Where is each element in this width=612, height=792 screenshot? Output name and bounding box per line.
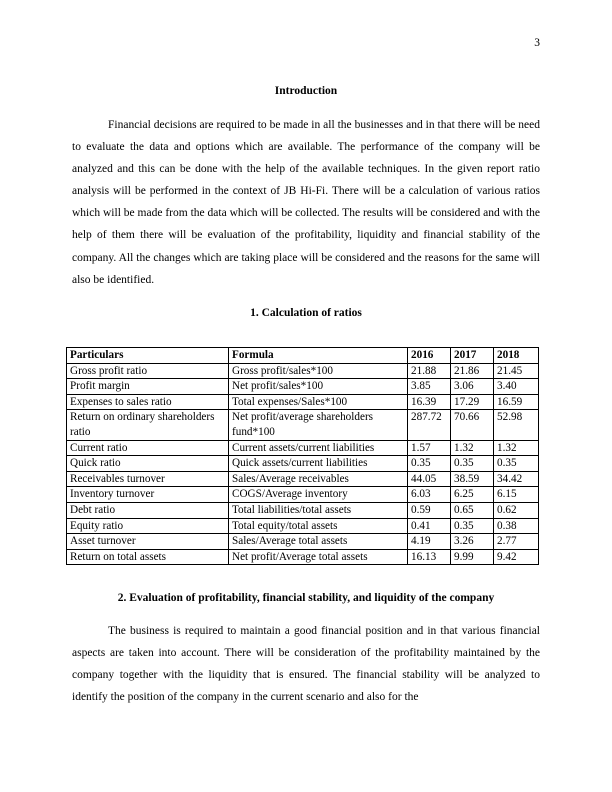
cell-2017: 0.35: [451, 518, 494, 534]
cell-2018: 3.40: [494, 379, 539, 395]
cell-2016: 1.57: [408, 440, 451, 456]
cell-2018: 34.42: [494, 471, 539, 487]
introduction-paragraph: Financial decisions are required to be made in all the businesses and in that there will be need to evaluate the data and options which are available. The performance of the company will be analyzed and this can be done with the help of the available techniques. In the given report ratio analysis will be performed in the context of JB Hi-Fi. There will be a calculation of various ratios which will be made from the data which will be collected. The results will be considered and with the help of them there will be evaluation of the profitability, liquidity and financial stability of the company. All the changes which are taking place will be considered and the reasons for the same will also be identified.: [72, 119, 540, 286]
cell-2017: 38.59: [451, 471, 494, 487]
cell-particulars: Inventory turnover: [67, 487, 229, 503]
cell-formula: Current assets/current liabilities: [229, 440, 408, 456]
cell-2016: 3.85: [408, 379, 451, 395]
cell-formula: Quick assets/current liabilities: [229, 456, 408, 472]
cell-2017: 0.65: [451, 502, 494, 518]
cell-2017: 17.29: [451, 394, 494, 410]
introduction-heading: Introduction: [274, 85, 338, 97]
table-row: [67, 471, 539, 487]
cell-particulars: Return on total assets: [67, 549, 229, 565]
cell-2018: 2.77: [494, 534, 539, 550]
page-number: 3: [534, 37, 540, 49]
table-row: [67, 534, 539, 550]
cell-particulars: Profit margin: [67, 379, 229, 395]
cell-formula: Total expenses/Sales*100: [229, 394, 408, 410]
cell-formula: Net profit/sales*100: [229, 379, 408, 395]
table-row: [67, 456, 539, 472]
cell-particulars: Asset turnover: [67, 534, 229, 550]
cell-formula: Sales/Average receivables: [229, 471, 408, 487]
cell-2017: 9.99: [451, 549, 494, 565]
table-row: [67, 363, 539, 379]
cell-2018: 16.59: [494, 394, 539, 410]
cell-particulars: Gross profit ratio: [67, 363, 229, 379]
header-2017: 2017: [451, 348, 494, 364]
cell-2017: 3.06: [451, 379, 494, 395]
cell-2016: 44.05: [408, 471, 451, 487]
cell-2018: 0.62: [494, 502, 539, 518]
header-formula: Formula: [229, 348, 408, 364]
cell-particulars: Debt ratio: [67, 502, 229, 518]
cell-particulars: Receivables turnover: [67, 471, 229, 487]
cell-2016: 4.19: [408, 534, 451, 550]
section1-heading: 1. Calculation of ratios: [250, 307, 362, 319]
table-row: [67, 549, 539, 565]
cell-2018: 0.35: [494, 456, 539, 472]
table-row: [67, 379, 539, 395]
cell-2017: 1.32: [451, 440, 494, 456]
header-particulars: Particulars: [67, 348, 229, 364]
cell-2017: 0.35: [451, 456, 494, 472]
cell-2018: 52.98: [494, 410, 539, 440]
table-row: [67, 502, 539, 518]
cell-particulars: Return on ordinary shareholders ratio: [67, 410, 229, 440]
cell-particulars: Current ratio: [67, 440, 229, 456]
cell-particulars: Expenses to sales ratio: [67, 394, 229, 410]
cell-particulars: Quick ratio: [67, 456, 229, 472]
table-row: [67, 518, 539, 534]
cell-2016: 0.35: [408, 456, 451, 472]
cell-2018: 9.42: [494, 549, 539, 565]
table-header-row: [67, 348, 539, 364]
header-2018: 2018: [494, 348, 539, 364]
cell-2016: 6.03: [408, 487, 451, 503]
cell-2016: 16.13: [408, 549, 451, 565]
cell-2017: 6.25: [451, 487, 494, 503]
table-row: [67, 440, 539, 456]
section2-paragraph: The business is required to maintain a good financial position and in that various financial aspects are taken into account. There will be consideration of the profitability maintained by the company together with the liquidity that is ensured. The financial stability will be analyzed to identify the position of the company in the current scenario and also for the: [72, 625, 540, 704]
cell-2016: 0.41: [408, 518, 451, 534]
table-row: [67, 394, 539, 410]
cell-2016: 21.88: [408, 363, 451, 379]
cell-2017: 21.86: [451, 363, 494, 379]
cell-formula: Net profit/Average total assets: [229, 549, 408, 565]
cell-2018: 6.15: [494, 487, 539, 503]
section2-heading: 2. Evaluation of profitability, financial stability, and liquidity of the company: [117, 592, 495, 604]
cell-2016: 287.72: [408, 410, 451, 440]
cell-2016: 0.59: [408, 502, 451, 518]
cell-formula: Net profit/average shareholders fund*100: [229, 410, 408, 440]
cell-particulars: Equity ratio: [67, 518, 229, 534]
table-row: [67, 487, 539, 503]
cell-2018: 0.38: [494, 518, 539, 534]
header-2016: 2016: [408, 348, 451, 364]
cell-2018: 1.32: [494, 440, 539, 456]
cell-2018: 21.45: [494, 363, 539, 379]
table-row: [67, 410, 539, 440]
ratio-table: [66, 347, 539, 565]
cell-formula: Gross profit/sales*100: [229, 363, 408, 379]
cell-2017: 70.66: [451, 410, 494, 440]
cell-2016: 16.39: [408, 394, 451, 410]
cell-formula: Total liabilities/total assets: [229, 502, 408, 518]
cell-formula: Total equity/total assets: [229, 518, 408, 534]
cell-2017: 3.26: [451, 534, 494, 550]
cell-formula: Sales/Average total assets: [229, 534, 408, 550]
cell-formula: COGS/Average inventory: [229, 487, 408, 503]
